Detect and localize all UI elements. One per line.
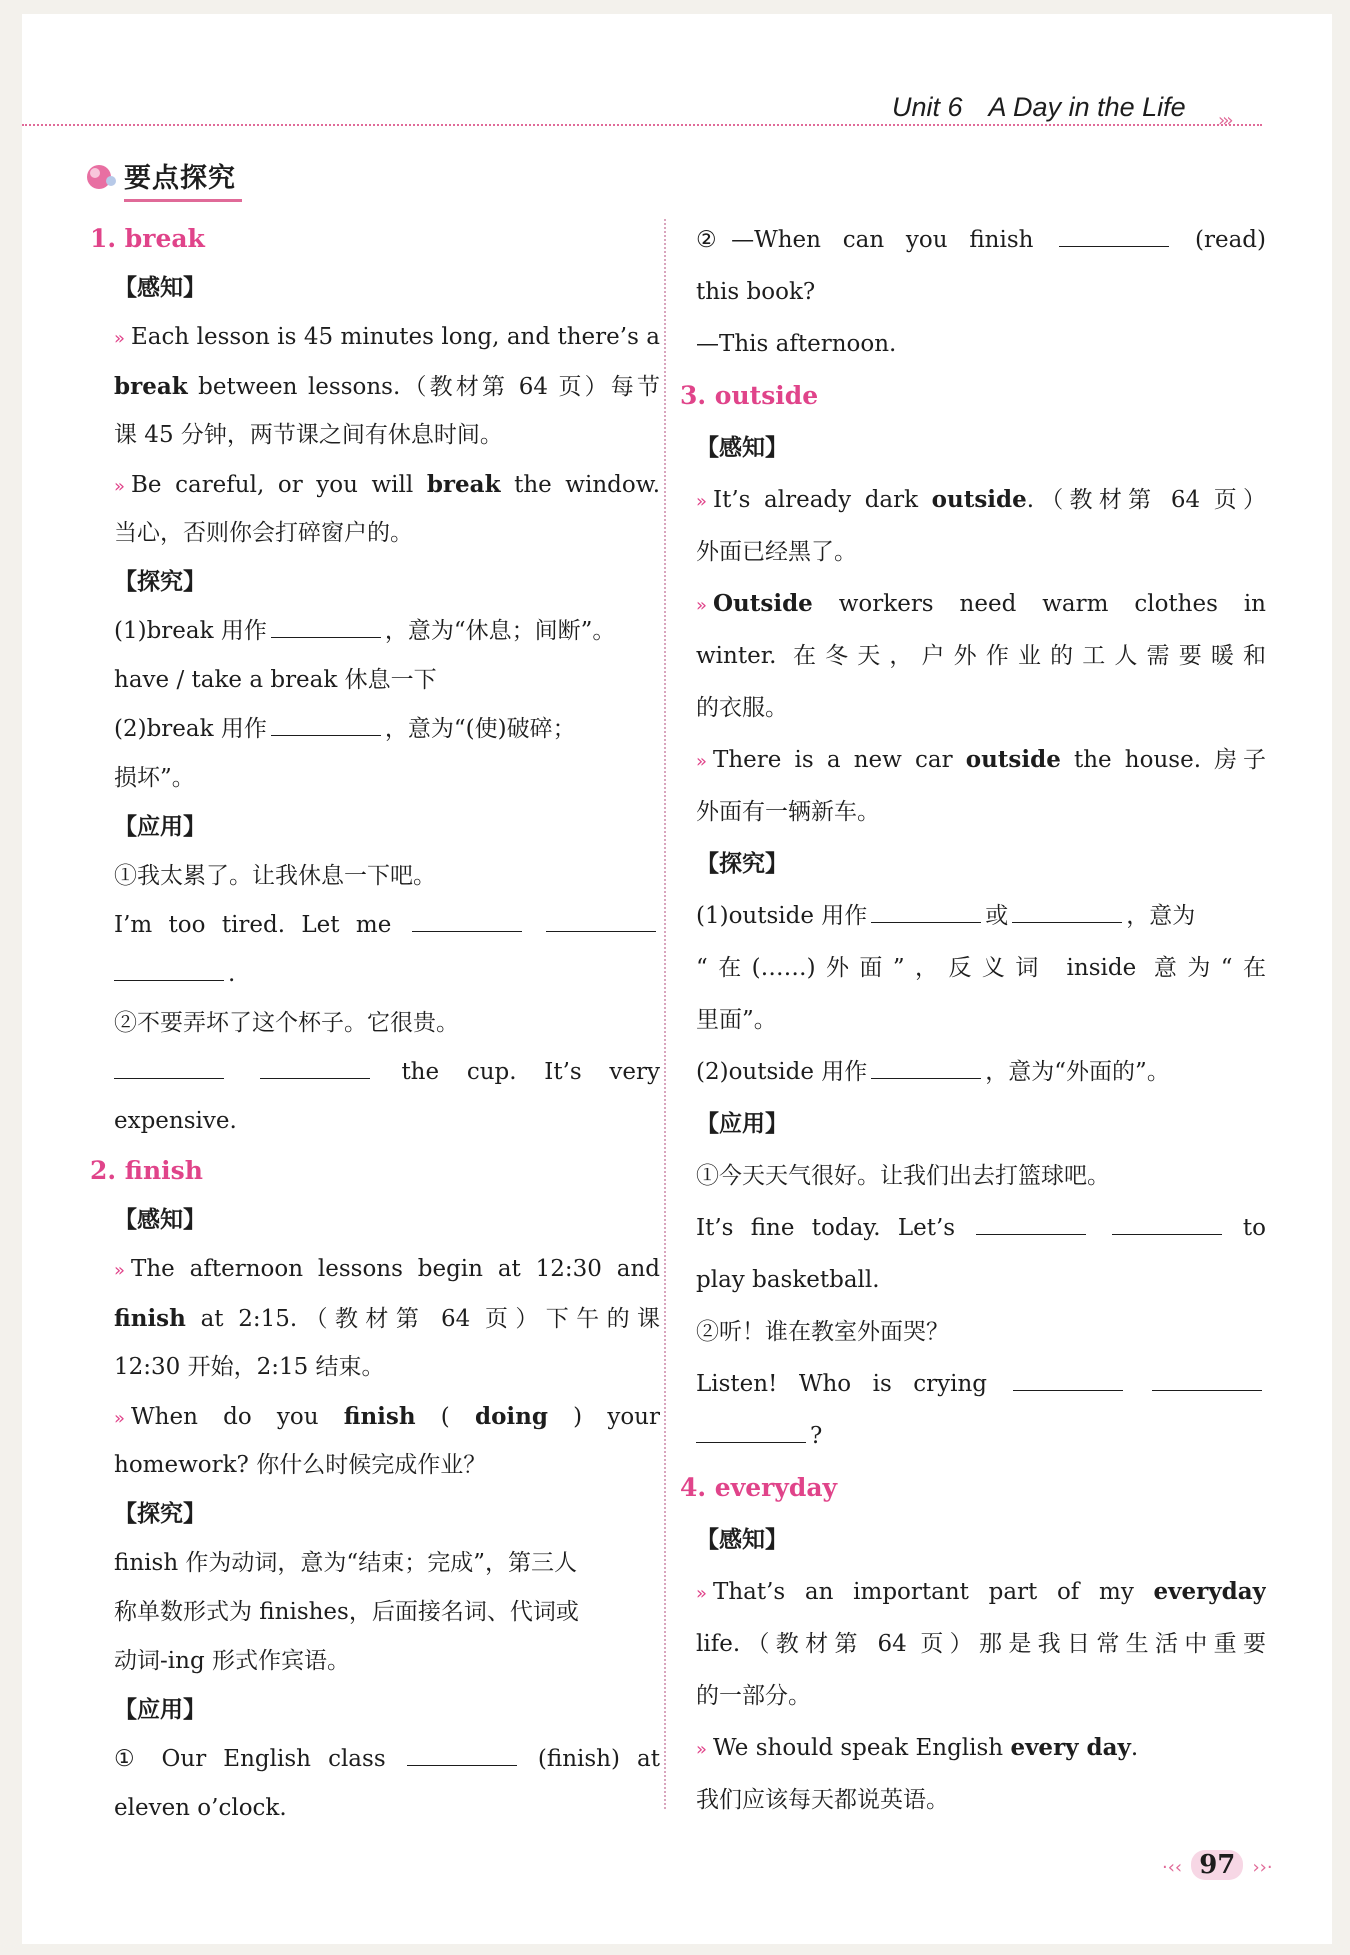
text: ，意为	[1126, 903, 1196, 929]
example-line	[80, 1343, 660, 1392]
section-title: 要点探究	[124, 156, 242, 202]
text: this book?	[696, 279, 816, 305]
bullet-icon: »	[696, 1739, 708, 1760]
example-line	[80, 1294, 660, 1343]
text: ?	[810, 1423, 823, 1449]
answer-blank[interactable]	[407, 1742, 517, 1766]
explore-line	[680, 994, 1266, 1046]
explore-line	[80, 1588, 660, 1637]
apply-line	[80, 1735, 660, 1784]
heading-finish: 2. finish	[90, 1156, 203, 1185]
section-bubble-icon	[84, 159, 118, 193]
apply-line	[80, 901, 660, 950]
text: play basketball.	[696, 1267, 880, 1293]
text: 外面有一辆新车。	[696, 799, 880, 825]
text: ，意为“外面的”。	[985, 1059, 1170, 1085]
example-line	[80, 1441, 660, 1490]
apply-line	[680, 1254, 1266, 1306]
answer-blank[interactable]	[1013, 1367, 1123, 1391]
keyword: Outside	[713, 590, 813, 617]
label-perceive: 【感知】	[114, 275, 206, 301]
example-line	[80, 1245, 660, 1294]
answer-blank[interactable]	[1152, 1367, 1262, 1391]
text: (finish) at	[537, 1746, 660, 1772]
answer-blank[interactable]	[871, 899, 981, 923]
text: the window.	[500, 472, 660, 498]
example-line	[80, 1392, 660, 1441]
text: We should speak English	[713, 1735, 1011, 1761]
explore-line	[80, 754, 660, 803]
bullet-icon: »	[696, 751, 708, 772]
label-apply: 【应用】	[114, 814, 206, 840]
left-column	[80, 214, 660, 1833]
bullet-icon: »	[696, 1583, 708, 1604]
text: (1)outside 用作	[696, 903, 868, 929]
label-perceive: 【感知】	[114, 1207, 206, 1233]
text: between lessons.（教材第 64 页）每节	[187, 374, 660, 400]
text: homework? 你什么时候完成作业？	[114, 1452, 487, 1478]
apply-line	[680, 1410, 1266, 1462]
text: ①今天天气很好。让我们出去打篮球吧。	[696, 1163, 1110, 1189]
text: I’m too tired. Let me	[114, 912, 392, 938]
text: 损坏”。	[114, 765, 195, 791]
label-apply: 【应用】	[114, 1697, 206, 1723]
page-number-value: 97	[1191, 1850, 1243, 1880]
text: 我们应该每天都说英语。	[696, 1787, 949, 1813]
text: ) your	[547, 1404, 660, 1430]
bullet-icon: »	[696, 491, 708, 512]
text: expensive.	[114, 1108, 237, 1134]
explore-line	[680, 890, 1266, 942]
answer-blank[interactable]	[271, 712, 381, 736]
text: It’s already dark	[713, 487, 932, 513]
keyword: finish	[114, 1305, 186, 1332]
answer-blank[interactable]	[260, 1055, 370, 1079]
text: workers need warm clothes in	[812, 591, 1266, 617]
answer-blank[interactable]	[546, 908, 656, 932]
example-line	[680, 1774, 1266, 1826]
answer-blank[interactable]	[412, 908, 522, 932]
answer-blank[interactable]	[271, 614, 381, 638]
header-rule	[22, 124, 1262, 126]
text: That’s an important part of my	[713, 1579, 1154, 1605]
explore-line	[680, 1046, 1266, 1098]
answer-blank[interactable]	[114, 1055, 224, 1079]
example-line	[680, 682, 1266, 734]
text: (2)break 用作	[114, 716, 267, 742]
example-line	[80, 460, 660, 509]
heading-everyday: 4. everyday	[680, 1473, 838, 1502]
example-line	[680, 1722, 1266, 1774]
explore-line	[80, 705, 660, 754]
explore-line	[680, 942, 1266, 994]
answer-blank[interactable]	[696, 1419, 806, 1443]
apply-line	[680, 318, 1266, 370]
text: “在(……)外面”，反义词 inside 意为“在	[696, 955, 1266, 981]
text: 或	[985, 903, 1009, 929]
example-line	[680, 474, 1266, 526]
text: 外面已经黑了。	[696, 539, 857, 565]
explore-line	[80, 1637, 660, 1686]
text: have / take a break 休息一下	[114, 667, 437, 693]
example-line	[80, 313, 660, 362]
apply-line	[80, 1784, 660, 1833]
explore-line	[80, 607, 660, 656]
text: (2)outside 用作	[696, 1059, 868, 1085]
example-line	[680, 526, 1266, 578]
text: 的衣服。	[696, 695, 788, 721]
label-explore: 【探究】	[696, 851, 788, 877]
text: ①我太累了。让我休息一下吧。	[114, 863, 436, 889]
answer-blank[interactable]	[1012, 899, 1122, 923]
apply-line	[80, 999, 660, 1048]
text: to	[1242, 1215, 1266, 1241]
text: 的一部分。	[696, 1683, 811, 1709]
text: finish 作为动词，意为“结束；完成”，第三人	[114, 1550, 577, 1576]
text: .	[228, 961, 236, 987]
text: 动词-ing 形式作宾语。	[114, 1648, 350, 1674]
text: It’s fine today. Let’s	[696, 1215, 956, 1241]
explore-line	[80, 1539, 660, 1588]
apply-line	[680, 266, 1266, 318]
apply-line	[680, 1202, 1266, 1254]
bullet-icon: »	[696, 595, 708, 616]
text: 12:30 开始，2:15 结束。	[114, 1354, 385, 1380]
apply-line	[680, 1358, 1266, 1410]
text: There is a new car	[713, 747, 966, 773]
answer-blank[interactable]	[871, 1055, 981, 1079]
apply-line	[680, 214, 1266, 266]
example-line	[680, 1566, 1266, 1618]
text: Each lesson is 45 minutes long, and there’s a	[131, 324, 660, 350]
text: (	[415, 1404, 475, 1430]
apply-line	[680, 1306, 1266, 1358]
text: 称单数形式为 finishes，后面接名词、代词或	[114, 1599, 579, 1625]
apply-line	[80, 1097, 660, 1146]
text: ，意为“休息；间断”。	[384, 618, 616, 644]
header-unit: Unit 6	[892, 92, 963, 122]
text: ②听！谁在教室外面哭？	[696, 1319, 949, 1345]
label-apply: 【应用】	[696, 1111, 788, 1137]
label-perceive: 【感知】	[696, 1527, 788, 1553]
apply-line	[680, 1150, 1266, 1202]
answer-blank[interactable]	[1112, 1211, 1222, 1235]
keyword: every day	[1010, 1734, 1131, 1761]
header-title: A Day in the Life	[988, 92, 1186, 122]
example-line	[80, 411, 660, 460]
example-line	[80, 362, 660, 411]
example-line	[680, 578, 1266, 630]
example-line	[680, 1670, 1266, 1722]
text: at 2:15.（教材第 64 页）下午的课	[185, 1306, 660, 1332]
page-number-right-deco-icon: ››·	[1252, 1857, 1273, 1878]
keyword: outside	[931, 486, 1027, 513]
text: ① Our English class	[114, 1746, 386, 1772]
text: .	[1130, 1735, 1139, 1761]
keyword: doing	[474, 1403, 548, 1430]
example-line	[680, 1618, 1266, 1670]
text: (1)break 用作	[114, 618, 267, 644]
right-column	[680, 214, 1266, 1826]
text: life.（教材第 64 页）那是我日常生活中重要	[696, 1631, 1266, 1657]
heading-break: 1. break	[90, 224, 205, 253]
text: ②不要弄坏了这个杯子。它很贵。	[114, 1010, 459, 1036]
text: .（教材第 64 页）	[1026, 487, 1266, 513]
header-arrows-icon: ›››	[1218, 110, 1231, 131]
example-line	[680, 734, 1266, 786]
bullet-icon: »	[114, 476, 126, 497]
label-perceive: 【感知】	[696, 435, 788, 461]
text: the cup. It’s very	[401, 1059, 660, 1085]
heading-outside: 3. outside	[680, 381, 819, 410]
text: eleven o’clock.	[114, 1795, 287, 1821]
text: (read)	[1195, 227, 1266, 253]
text: 里面”。	[696, 1007, 777, 1033]
text: ②—When can you finish	[696, 227, 1034, 253]
explore-line	[80, 656, 660, 705]
apply-line	[80, 950, 660, 999]
answer-blank[interactable]	[976, 1211, 1086, 1235]
text: 课 45 分钟，两节课之间有休息时间。	[114, 422, 503, 448]
page-number	[1162, 1850, 1273, 1880]
running-header	[892, 92, 1186, 123]
apply-line	[80, 852, 660, 901]
answer-blank[interactable]	[114, 957, 224, 981]
page-number-left-deco-icon: ·‹‹	[1162, 1857, 1183, 1878]
text: winter. 在冬天，户外作业的工人需要暖和	[696, 643, 1266, 669]
textbook-page	[22, 14, 1332, 1944]
text: The afternoon lessons begin at 12:30 and	[131, 1256, 660, 1282]
keyword: everyday	[1153, 1578, 1266, 1605]
keyword: break	[114, 373, 188, 400]
bullet-icon: »	[114, 328, 126, 349]
answer-blank[interactable]	[1059, 223, 1169, 247]
bullet-icon: »	[114, 1408, 126, 1429]
text: When do you	[131, 1404, 344, 1430]
example-line	[680, 786, 1266, 838]
text: —This afternoon.	[696, 331, 897, 357]
keyword: break	[426, 471, 501, 498]
label-explore: 【探究】	[114, 1501, 206, 1527]
example-line	[80, 509, 660, 558]
column-divider	[664, 219, 666, 1809]
keyword: outside	[965, 746, 1061, 773]
label-explore: 【探究】	[114, 569, 206, 595]
text: the house. 房子	[1060, 747, 1266, 773]
text: 当心，否则你会打碎窗户的。	[114, 520, 413, 546]
bullet-icon: »	[114, 1260, 126, 1281]
apply-line	[80, 1048, 660, 1097]
keyword: finish	[343, 1403, 416, 1430]
text: Listen! Who is crying	[696, 1371, 988, 1397]
example-line	[680, 630, 1266, 682]
text: Be careful, or you will	[131, 472, 427, 498]
text: ，意为“(使)破碎；	[384, 716, 576, 742]
